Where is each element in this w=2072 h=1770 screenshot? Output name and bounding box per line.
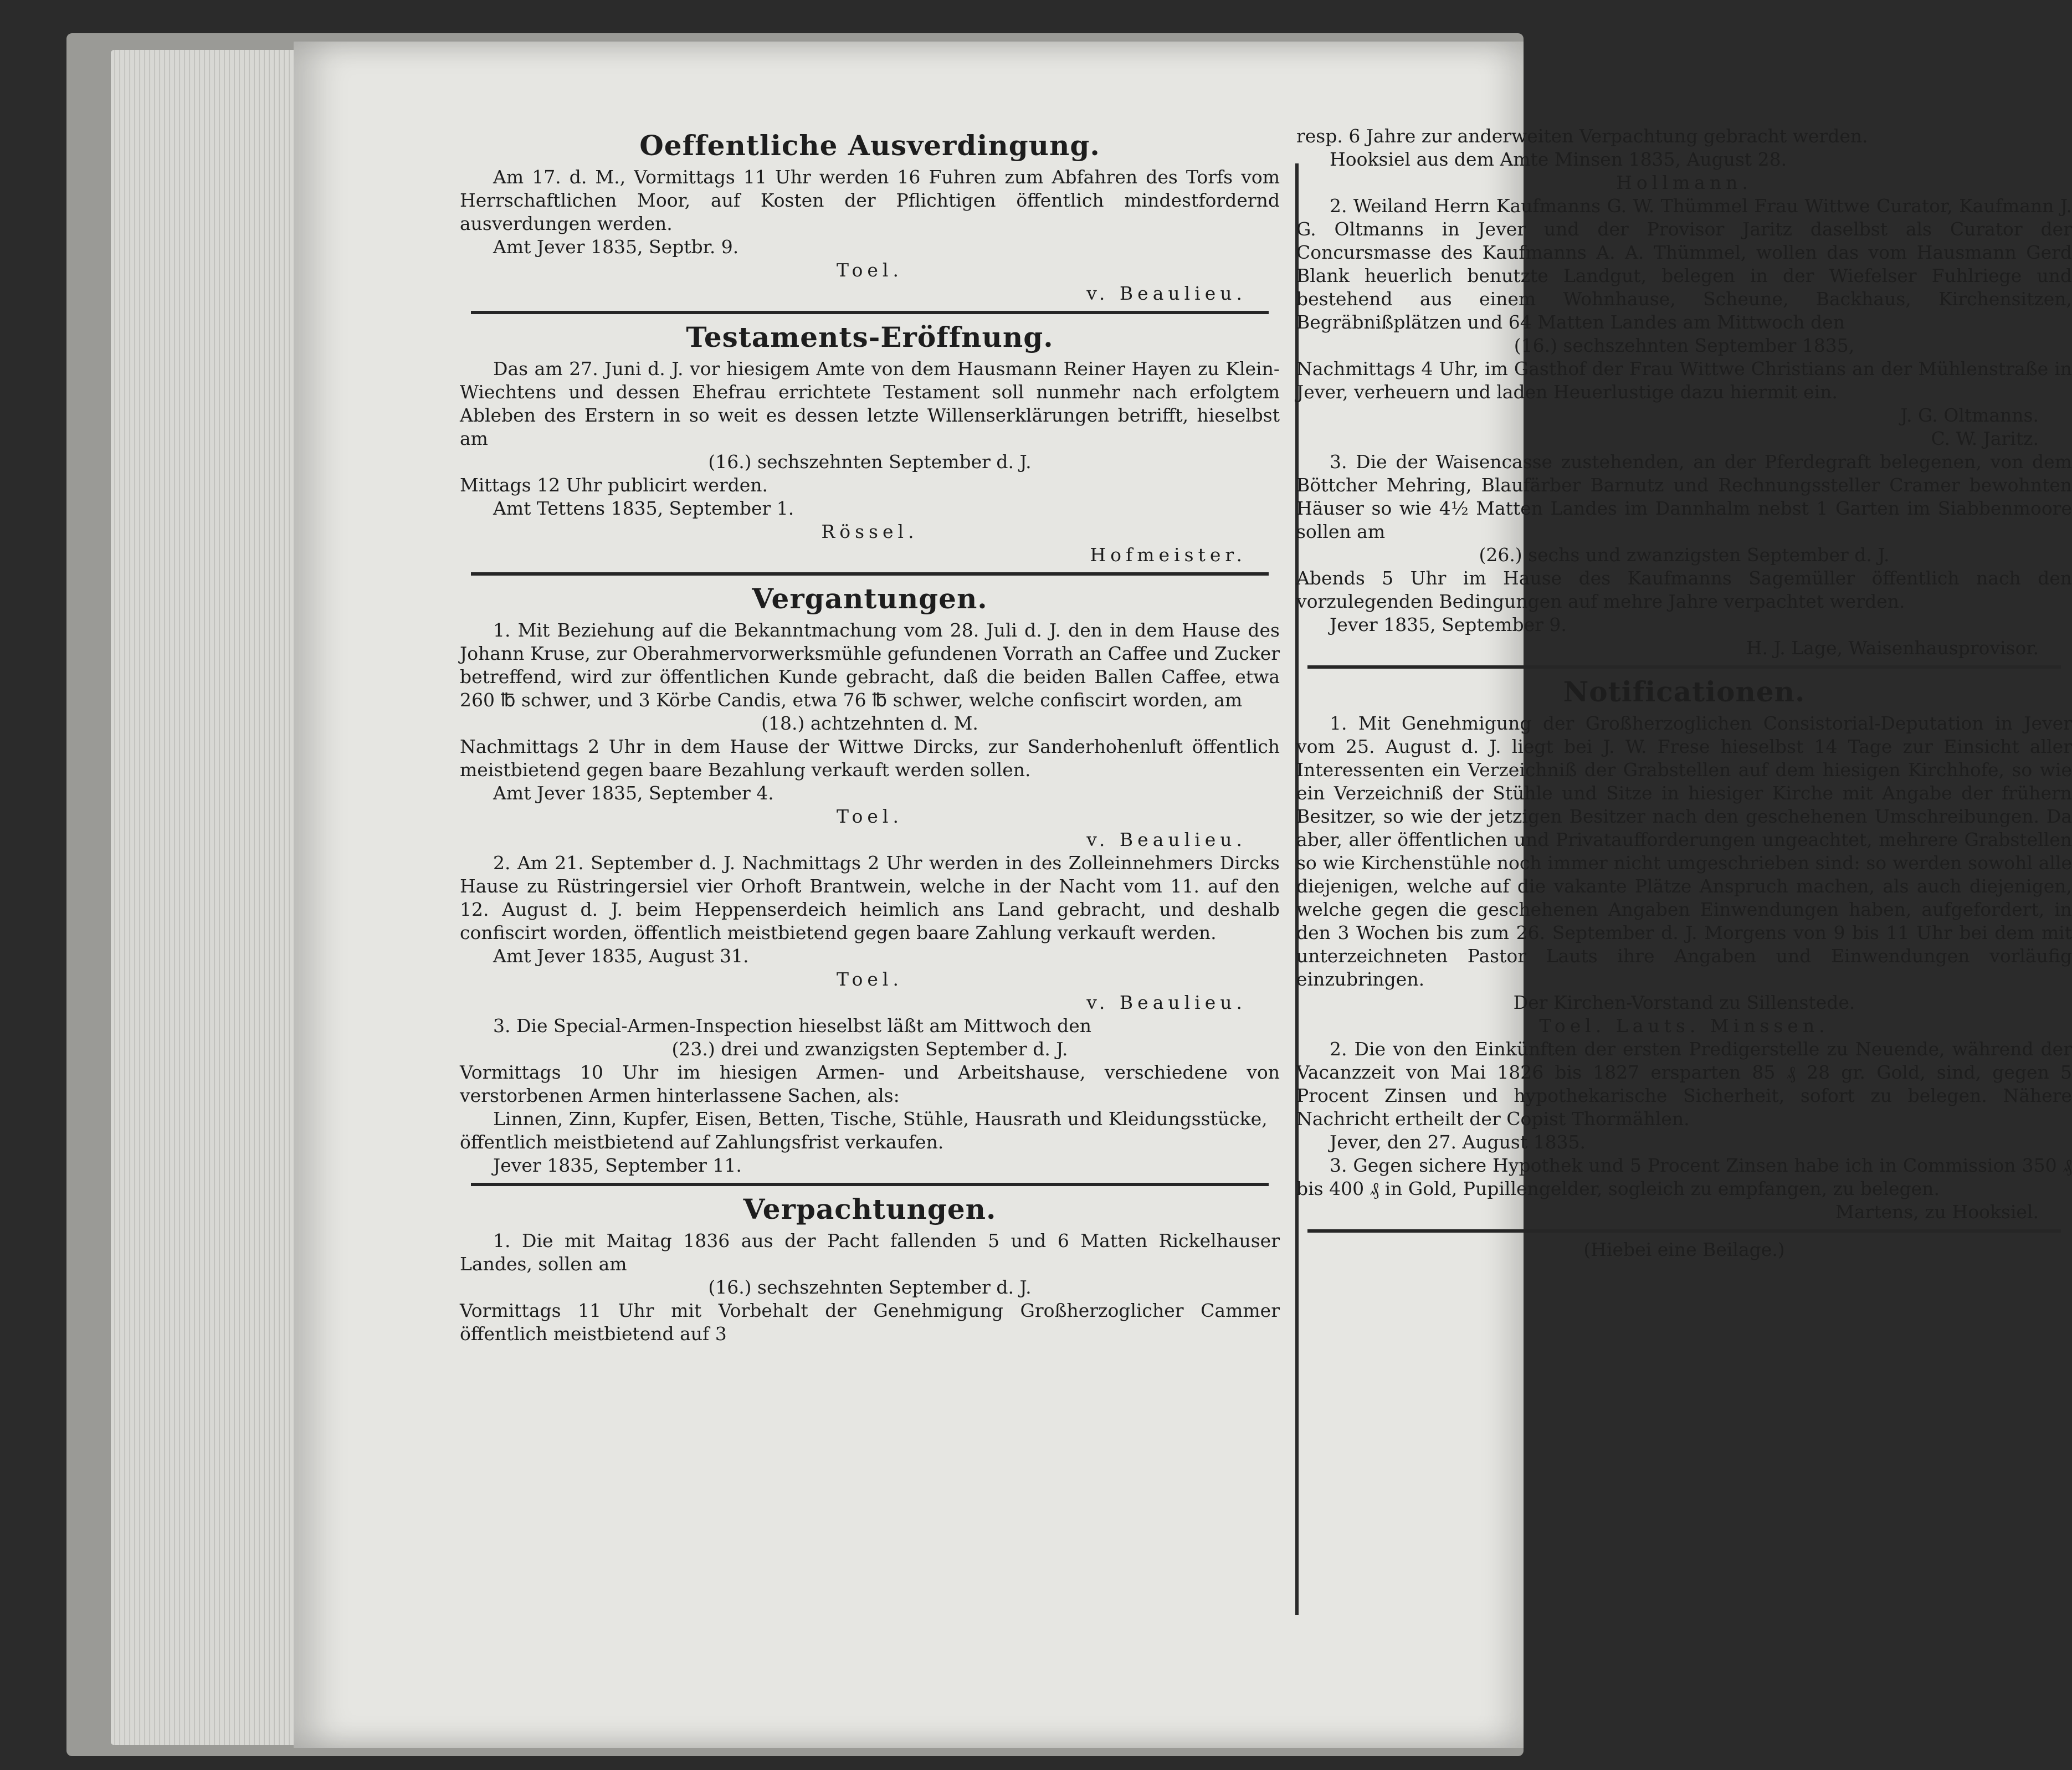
- notice-text: öffentlich meistbietend auf Zahlungsfrist verkaufen.: [460, 1131, 944, 1153]
- notice-date: Jever 1835, September 9.: [1330, 614, 1567, 635]
- notice-text: Mittags 12 Uhr publicirt werden.: [460, 474, 768, 496]
- section-rule: [1307, 1229, 2061, 1233]
- signature: v. Beaulieu.: [1086, 829, 1247, 850]
- notice-date-line: (23.) drei und zwanzigsten September d. J.: [671, 1038, 1068, 1060]
- section-heading-testament: Testaments-Eröffnung.: [686, 321, 1054, 353]
- signature: Martens, zu Hooksiel.: [1835, 1201, 2039, 1223]
- notice-text: Am 17. d. M., Vormittags 11 Uhr werden 16 Fuhren zum Abfahren des Torfs vom Herrschaftlichen Moor, auf Kosten der Pflichtigen öffentlich mindestfordernd ausverdungen werden.: [460, 166, 1280, 234]
- supplement-note: (Hiebei eine Beilage.): [1583, 1239, 1785, 1260]
- notice-text: 2. Weiland Herrn Kaufmanns G. W. Thümmel Frau Wittwe Curator, Kaufmann J. G. Oltmanns in Jever und der Provisor Jaritz daselbst als Curator der Concursmasse des Kaufmanns A. A. Thümmel, wollen das vom Hausmann Gerd Blank heuerlich benutzte Landgut, belegen in der Wiefelser Fuhlriege und bestehend aus einem Wohnhause, Scheune, Backhaus, Kirchensitzen, Begräbnißplätzen und 64 Matten Landes am Mittwoch den: [1296, 195, 2072, 333]
- notice-date: Amt Jever 1835, September 4.: [493, 782, 774, 804]
- notice-text: Nachmittags 4 Uhr, im Gasthof der Frau Wittwe Christians an der Mühlenstraße in Jever, verheuern und laden Heuerlustige dazu hiermit ein.: [1296, 358, 2072, 403]
- notice-text: 1. Die mit Maitag 1836 aus der Pacht fallenden 5 und 6 Matten Rickelhauser Landes, sollen am: [460, 1230, 1280, 1275]
- notice-date-line: (16.) sechszehnten September d. J.: [708, 451, 1032, 473]
- signature: v. Beaulieu.: [1086, 992, 1247, 1013]
- section-rule: [471, 1183, 1269, 1186]
- notice-text: resp. 6 Jahre zur anderweiten Verpachtung gebracht werden.: [1296, 125, 1868, 147]
- signature: C. W. Jaritz.: [1931, 428, 2039, 449]
- newspaper-page: [294, 42, 2072, 1748]
- signature: J. G. Oltmanns.: [1900, 404, 2039, 426]
- notice-text: Vormittags 11 Uhr mit Vorbehalt der Genehmigung Großherzoglicher Cammer öffentlich meistbietend auf 3: [460, 1300, 1280, 1345]
- notice-text: Vormittags 10 Uhr im hiesigen Armen- und Arbeitshause, verschiedene von verstorbenen Armen hinterlassene Sachen, als:: [460, 1061, 1280, 1106]
- signature: Toel.: [837, 968, 903, 990]
- signature: Hollmann.: [1616, 172, 1752, 193]
- notice-text: 2. Am 21. September d. J. Nachmittags 2 Uhr werden in des Zolleinnehmers Dircks Hause zu Rüstringersiel vier Orhoft Brantwein, welche in der Nacht vom 11. auf den 12. August d. J. beim Heppenserdeich heimlich ans Land gebracht, und deshalb confiscirt worden, öffentlich meistbietend gegen baare Zahlung verkauft werden.: [460, 852, 1280, 943]
- section-heading-ausverdingung: Oeffentliche Ausverdingung.: [639, 129, 1100, 162]
- notice-date-line: (16.) sechszehnten September 1835,: [1514, 335, 1855, 356]
- signature: Rössel.: [821, 521, 919, 542]
- section-rule: [471, 311, 1269, 314]
- notice-date-line: (18.) achtzehnten d. M.: [761, 712, 978, 734]
- notice-text: 2. Die von den Einkünften der ersten Predigerstelle zu Neuende, während der Vacanzzeit von Mai 1826 bis 1827 ersparten 85 ₰ 28 gr. Gold, sind, gegen 5 Procent Zinsen und hypothekarische Sicherheit, sofort zu belegen. Nähere Nachricht ertheilt der Copist Thormählen.: [1296, 1038, 2072, 1130]
- left-column: [460, 125, 1280, 1346]
- notice-items: Linnen, Zinn, Kupfer, Eisen, Betten, Tische, Stühle, Hausrath und Kleidungsstücke,: [493, 1108, 1268, 1130]
- section-heading-notificationen: Notificationen.: [1563, 675, 1806, 708]
- section-rule: [1307, 665, 2061, 669]
- notice-text: 3. Gegen sichere Hypothek und 5 Procent Zinsen habe ich in Commission 350 ₰ bis 400 ₰ in Gold, Pupillengelder, sogleich zu empfangen, zu belegen.: [1296, 1155, 2072, 1199]
- notice-text: 3. Die der Waisencasse zustehenden, an der Pferdegraft belegenen, von dem Böttcher Mehring, Blaufärber Barnutz und Rechnungssteller Cramer bewohnten Häuser so wie 4½ Matten Landes im Dannhalm nebst 1 Garten im Siabbenmoore sollen am: [1296, 451, 2072, 542]
- notice-date-line: (16.) sechszehnten September d. J.: [708, 1276, 1032, 1298]
- notice-date: Jever, den 27. August 1835.: [1330, 1131, 1586, 1153]
- notice-date: Amt Jever 1835, August 31.: [493, 945, 749, 967]
- notice-text: Abends 5 Uhr im Hause des Kaufmanns Sagemüller öffentlich nach den vorzulegenden Bedingungen auf mehre Jahre verpachtet werden.: [1296, 567, 2072, 612]
- notice-date-line: (26.) sechs und zwanzigsten September d. J.: [1479, 544, 1890, 566]
- notice-text: 3. Die Special-Armen-Inspection hieselbst läßt am Mittwoch den: [493, 1015, 1092, 1037]
- signature-names: Toel. Lauts. Minssen.: [1539, 1015, 1829, 1037]
- page-stack-edges: [111, 50, 299, 1745]
- notice-text: Das am 27. Juni d. J. vor hiesigem Amte von dem Hausmann Reiner Hayen zu Klein-Wiechtens und dessen Ehefrau errichtete Testament soll nunmehr nach erfolgtem Ableben des Erstern in so weit es dessen letzte Willenserklärungen betrifft, hieselbst am: [460, 358, 1280, 449]
- signature: Toel.: [837, 806, 903, 827]
- section-heading-vergantungen: Vergantungen.: [752, 582, 988, 615]
- signature: Toel.: [837, 259, 903, 281]
- signature: v. Beaulieu.: [1086, 283, 1247, 304]
- signature: Der Kirchen-Vorstand zu Sillenstede.: [1513, 992, 1855, 1013]
- signature: H. J. Lage, Waisenhausprovisor.: [1746, 637, 2039, 659]
- right-column: [1296, 125, 2072, 1261]
- notice-text: Nachmittags 2 Uhr in dem Hause der Wittwe Dircks, zur Sanderhohenluft öffentlich meistbietend gegen baare Bezahlung verkauft werden sollen.: [460, 736, 1280, 781]
- notice-date: Jever 1835, September 11.: [493, 1155, 742, 1176]
- notice-text: 1. Mit Genehmigung der Großherzoglichen Consistorial-Deputation in Jever vom 25. August d. J. liegt bei J. W. Frese hieselbst 14 Tage zur Einsicht aller Interessenten ein Verzeichniß der Grabstellen auf dem hiesigen Kirchhofe, so wie ein Verzeichniß der Stühle und Sitze in hiesiger Kirche mit Angabe der frühern Besitzer, so wie der jetzigen Besitzer nach den geschehenen Umschreibungen. Da aber, aller öffentlichen und Privataufforderungen ungeachtet, mehrere Grabstellen so wie Kirchenstühle noch immer nicht umgeschrieben sind: so werden sowohl alle diejenigen, welche auf die vakante Plätze Anspruch machen, als auch diejenigen, welche gegen die geschehenen Angaben Einwendungen haben, aufgefordert, in den 3 Wochen bis zum 26. September d. J. Morgens von 9 bis 11 Uhr bei dem mit unterzeichneten Pastor Lauts ihre Angaben und Einwendungen vorläufig einzubringen.: [1296, 712, 2072, 990]
- section-heading-verpachtungen: Verpachtungen.: [743, 1193, 997, 1225]
- notice-date: Hooksiel aus dem Amte Minsen 1835, August 28.: [1330, 148, 1787, 170]
- notice-date: Amt Jever 1835, Septbr. 9.: [493, 236, 739, 258]
- section-rule: [471, 572, 1269, 576]
- signature: Hofmeister.: [1090, 544, 1247, 566]
- notice-text: 1. Mit Beziehung auf die Bekanntmachung vom 28. Juli d. J. den in dem Hause des Johann Kruse, zur Oberahmervorwerksmühle gefundenen Vorrath an Caffee und Zucker betreffend, wird zur öffentlichen Kunde gebracht, daß die beiden Ballen Caffee, etwa 260 ℔ schwer, und 3 Körbe Candis, etwa 76 ℔ schwer, welche confiscirt worden, am: [460, 619, 1280, 711]
- notice-date: Amt Tettens 1835, September 1.: [493, 497, 794, 519]
